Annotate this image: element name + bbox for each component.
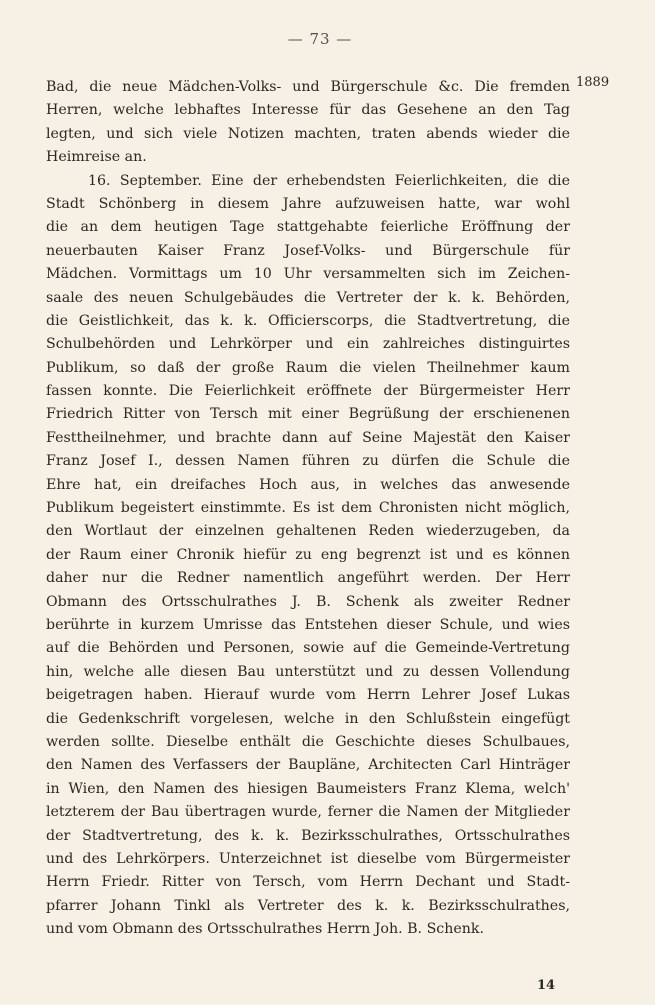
text-line: die an dem heutigen Tage stattgehabte feierliche Eröffnung der — [46, 219, 570, 236]
text-line: Obmann des Ortsschulrathes J. B. Schenk als zweiter Redner — [46, 593, 570, 610]
text-line: Herren, welche lebhaftes Interesse für das Gesehene an den Tag — [46, 102, 570, 119]
text-line: neuerbauten Kaiser Franz Josef-Volks- und Bürgerschule für — [46, 242, 570, 259]
text-line: daher nur die Redner namentlich angeführt werden. Der Herr — [46, 570, 570, 587]
text-line: die Gedenkschrift vorgelesen, welche in den Schlußstein eingefügt — [46, 710, 570, 727]
text-line: der Raum einer Chronik hiefür zu eng begrenzt ist und es können — [46, 546, 570, 563]
text-line: Herrn Friedr. Ritter von Tersch, vom Herrn Dechant und Stadt- — [46, 874, 570, 891]
text-line: in Wien, den Namen des hiesigen Baumeisters Franz Klema, welch' — [46, 780, 570, 797]
text-line: berührte in kurzem Umrisse das Entstehen dieser Schule, und wies — [46, 616, 570, 633]
text-line: der Stadtvertretung, des k. k. Bezirksschulrathes, Ortsschulrathes — [46, 827, 570, 844]
page-number: — 73 — — [287, 30, 353, 48]
text-line: Mädchen. Vormittags um 10 Uhr versammelten sich im Zeichen- — [46, 266, 570, 283]
text-line: Bad, die neue Mädchen-Volks- und Bürgerschule &c. Die fremden — [46, 79, 570, 95]
text-line: hin, welche alle diesen Bau unterstützt und zu dessen Vollendung — [46, 663, 570, 680]
text-line: beigetragen haben. Hierauf wurde vom Herrn Lehrer Josef Lukas — [46, 687, 570, 704]
text-line: saale des neuen Schulgebäudes die Vertreter der k. k. Behörden, — [46, 289, 570, 306]
text-line: Friedrich Ritter von Tersch mit einer Begrüßung der erschienenen — [46, 406, 570, 423]
text-line: Franz Josef I., dessen Namen führen zu dürfen die Schule die — [46, 453, 570, 470]
text-line: den Namen des Verfassers der Baupläne, Architecten Carl Hinträger — [46, 757, 570, 774]
body-text — [46, 76, 570, 941]
text-line: 16. September. Eine der erhebendsten Feierlichkeiten, die die — [88, 172, 570, 189]
text-line: fassen konnte. Die Feierlichkeit eröffnete der Bürgermeister Herr — [46, 383, 570, 400]
text-line: letzterem der Bau übertragen wurde, ferner die Namen der Mitglieder — [46, 804, 570, 821]
text-line: die Geistlichkeit, das k. k. Officierscorps, die Stadtvertretung, die — [46, 312, 570, 329]
text-line: pfarrer Johann Tinkl als Vertreter des k. k. Bezirksschulrathes, — [46, 897, 570, 914]
text-line: auf die Behörden und Personen, sowie auf die Gemeinde-Vertretung — [46, 640, 570, 657]
text-line: Publikum begeistert einstimmte. Es ist dem Chronisten nicht möglich, — [46, 500, 570, 517]
text-line: werden sollte. Dieselbe enthält die Geschichte dieses Schulbaues, — [46, 733, 570, 750]
text-line: Ehre hat, ein dreifaches Hoch aus, in welches das anwesende — [46, 476, 570, 493]
text-line: Publikum, so daß der große Raum die vielen Theilnehmer kaum — [46, 359, 570, 376]
text-line: Stadt Schönberg in diesem Jahre aufzuweisen hatte, war wohl — [46, 195, 570, 212]
text-line: den Wortlaut der einzelnen gehaltenen Reden wiederzugeben, da — [46, 523, 570, 540]
signature-mark: 14 — [537, 978, 556, 993]
text-line: Heimreise an. — [46, 149, 147, 166]
text-line: Festtheilnehmer, und brachte dann auf Seine Majestät den Kaiser — [46, 429, 570, 446]
text-line: und des Lehrkörpers. Unterzeichnet ist dieselbe vom Bürgermeister — [46, 850, 570, 867]
text-line: legten, und sich viele Notizen machten, traten abends wieder die — [46, 125, 570, 142]
margin-year-note: 1889 — [576, 75, 610, 90]
text-line: und vom Obmann des Ortsschulrathes Herrn Joh. B. Schenk. — [46, 921, 485, 938]
text-line: Schulbehörden und Lehrkörper und ein zahlreiches distinguirtes — [46, 336, 570, 353]
